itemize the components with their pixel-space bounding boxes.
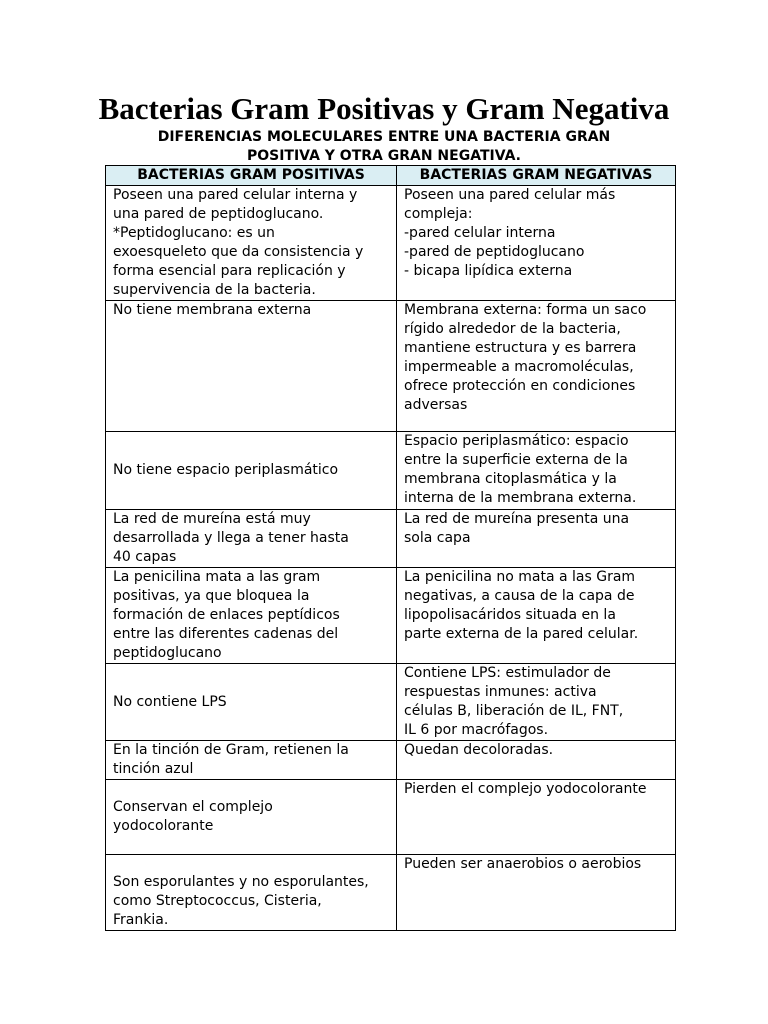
- cell-text-line: IL 6 por macrófagos.: [404, 722, 549, 738]
- cell-text-line: positivas, ya que bloquea la: [113, 588, 310, 604]
- subtitle-line: DIFERENCIAS MOLECULARES ENTRE UNA BACTERIA GRAN: [157, 129, 611, 145]
- cell-gram-negative: [397, 568, 676, 664]
- cell-text-line: La penicilina no mata a las Gram: [404, 569, 636, 585]
- cell-gram-positive: [106, 186, 397, 301]
- table-body: [106, 186, 676, 931]
- cell-gram-positive: [106, 664, 397, 741]
- cell-text-line: formación de enlaces peptídicos: [113, 607, 340, 623]
- page-title: Bacterias Gram Positivas y Gram Negativa: [98, 91, 670, 126]
- cell-text-line: entre la superficie externa de la: [404, 452, 628, 468]
- cell-text-line: ofrece protección en condiciones: [404, 378, 636, 394]
- cell-text-line: yodocolorante: [113, 818, 214, 834]
- cell-text-line: Quedan decoloradas.: [404, 742, 554, 758]
- table-row: [106, 510, 676, 568]
- cell-text-line: desarrollada y llega a tener hasta: [113, 530, 349, 546]
- cell-text-line: No tiene espacio periplasmático: [113, 462, 339, 478]
- cell-text-line: Pierden el complejo yodocolorante: [404, 781, 647, 797]
- cell-text-line: forma esencial para replicación y: [113, 263, 346, 279]
- cell-text-line: No contiene LPS: [113, 693, 227, 710]
- cell-text-line: respuestas inmunes: activa: [404, 684, 597, 700]
- cell-gram-negative: [397, 432, 676, 510]
- cell-text-line: peptidoglucano: [113, 645, 222, 661]
- cell-text-line: sola capa: [404, 530, 471, 546]
- cell-text-line: impermeable a macromoléculas,: [404, 359, 634, 375]
- cell-text-line: adversas: [404, 397, 468, 413]
- table-row: [106, 780, 676, 855]
- subtitle-line: POSITIVA Y OTRA GRAN NEGATIVA.: [246, 148, 522, 164]
- cell-text-line: mantiene estructura y es barrera: [404, 340, 637, 356]
- cell-gram-negative: [397, 186, 676, 301]
- cell-gram-positive: [106, 301, 397, 432]
- cell-gram-positive: [106, 432, 397, 510]
- table-row: [106, 664, 676, 741]
- cell-text-line: interna de la membrana externa.: [404, 490, 637, 506]
- cell-text-line: En la tinción de Gram, retienen la: [113, 742, 349, 758]
- cell-text-line: membrana citoplasmática y la: [404, 471, 617, 487]
- table-row: [106, 741, 676, 780]
- cell-text-line: - bicapa lipídica externa: [404, 263, 573, 279]
- cell-text-line: Conservan el complejo: [113, 799, 273, 815]
- cell-text-line: Son esporulantes y no esporulantes,: [113, 874, 369, 890]
- cell-text-line: Pueden ser anaerobios o aerobios: [404, 856, 642, 872]
- cell-text-line: negativas, a causa de la capa de: [404, 588, 635, 604]
- cell-gram-negative: [397, 855, 676, 931]
- cell-gram-positive: [106, 855, 397, 931]
- cell-text-line: Contiene LPS: estimulador de: [404, 665, 611, 681]
- cell-text-line: tinción azul: [113, 761, 194, 777]
- cell-gram-negative: [397, 741, 676, 780]
- cell-gram-positive: [106, 780, 397, 855]
- cell-gram-negative: [397, 510, 676, 568]
- cell-gram-positive: [106, 568, 397, 664]
- cell-text-line: 40 capas: [113, 549, 177, 565]
- cell-text-line: Espacio periplasmático: espacio: [404, 433, 629, 449]
- header-gram-negative: BACTERIAS GRAM NEGATIVAS: [397, 166, 676, 186]
- cell-text-line: -pared celular interna: [404, 225, 556, 241]
- cell-text-line: Poseen una pared celular interna y: [113, 187, 358, 203]
- cell-text-line: No tiene membrana externa: [113, 302, 312, 318]
- cell-text-line: Poseen una pared celular más: [404, 187, 616, 203]
- comparison-table: [105, 165, 676, 931]
- cell-text-line: La penicilina mata a las gram: [113, 569, 321, 585]
- cell-gram-positive: [106, 741, 397, 780]
- cell-text-line: supervivencia de la bacteria.: [113, 282, 316, 298]
- cell-text-line: una pared de peptidoglucano.: [113, 206, 324, 222]
- cell-gram-negative: [397, 664, 676, 741]
- table-row: [106, 432, 676, 510]
- subtitle: [100, 128, 668, 166]
- cell-text-line: Membrana externa: forma un saco: [404, 302, 647, 318]
- table-row: [106, 301, 676, 432]
- table-header-row: [106, 166, 676, 186]
- cell-text-line: lipopolisacáridos situada en la: [404, 607, 616, 623]
- table-row: [106, 568, 676, 664]
- cell-gram-positive: [106, 510, 397, 568]
- cell-gram-negative: [397, 780, 676, 855]
- header-gram-positive: BACTERIAS GRAM POSITIVAS: [106, 166, 397, 186]
- cell-gram-negative: [397, 301, 676, 432]
- cell-text-line: como Streptococcus, Cisteria,: [113, 893, 322, 909]
- cell-text-line: entre las diferentes cadenas del: [113, 626, 339, 642]
- cell-text-line: Frankia.: [113, 912, 169, 928]
- cell-text-line: parte externa de la pared celular.: [404, 626, 639, 642]
- cell-text-line: exoesqueleto que da consistencia y: [113, 244, 364, 260]
- cell-text-line: *Peptidoglucano: es un: [113, 225, 275, 241]
- cell-text-line: La red de mureína presenta una: [404, 511, 630, 527]
- table-row: [106, 855, 676, 931]
- table-row: [106, 186, 676, 301]
- cell-text-line: -pared de peptidoglucano: [404, 244, 585, 260]
- cell-text-line: células B, liberación de IL, FNT,: [404, 703, 624, 719]
- cell-text-line: La red de mureína está muy: [113, 511, 311, 527]
- cell-text-line: rígido alrededor de la bacteria,: [404, 321, 621, 337]
- cell-text-line: compleja:: [404, 206, 473, 222]
